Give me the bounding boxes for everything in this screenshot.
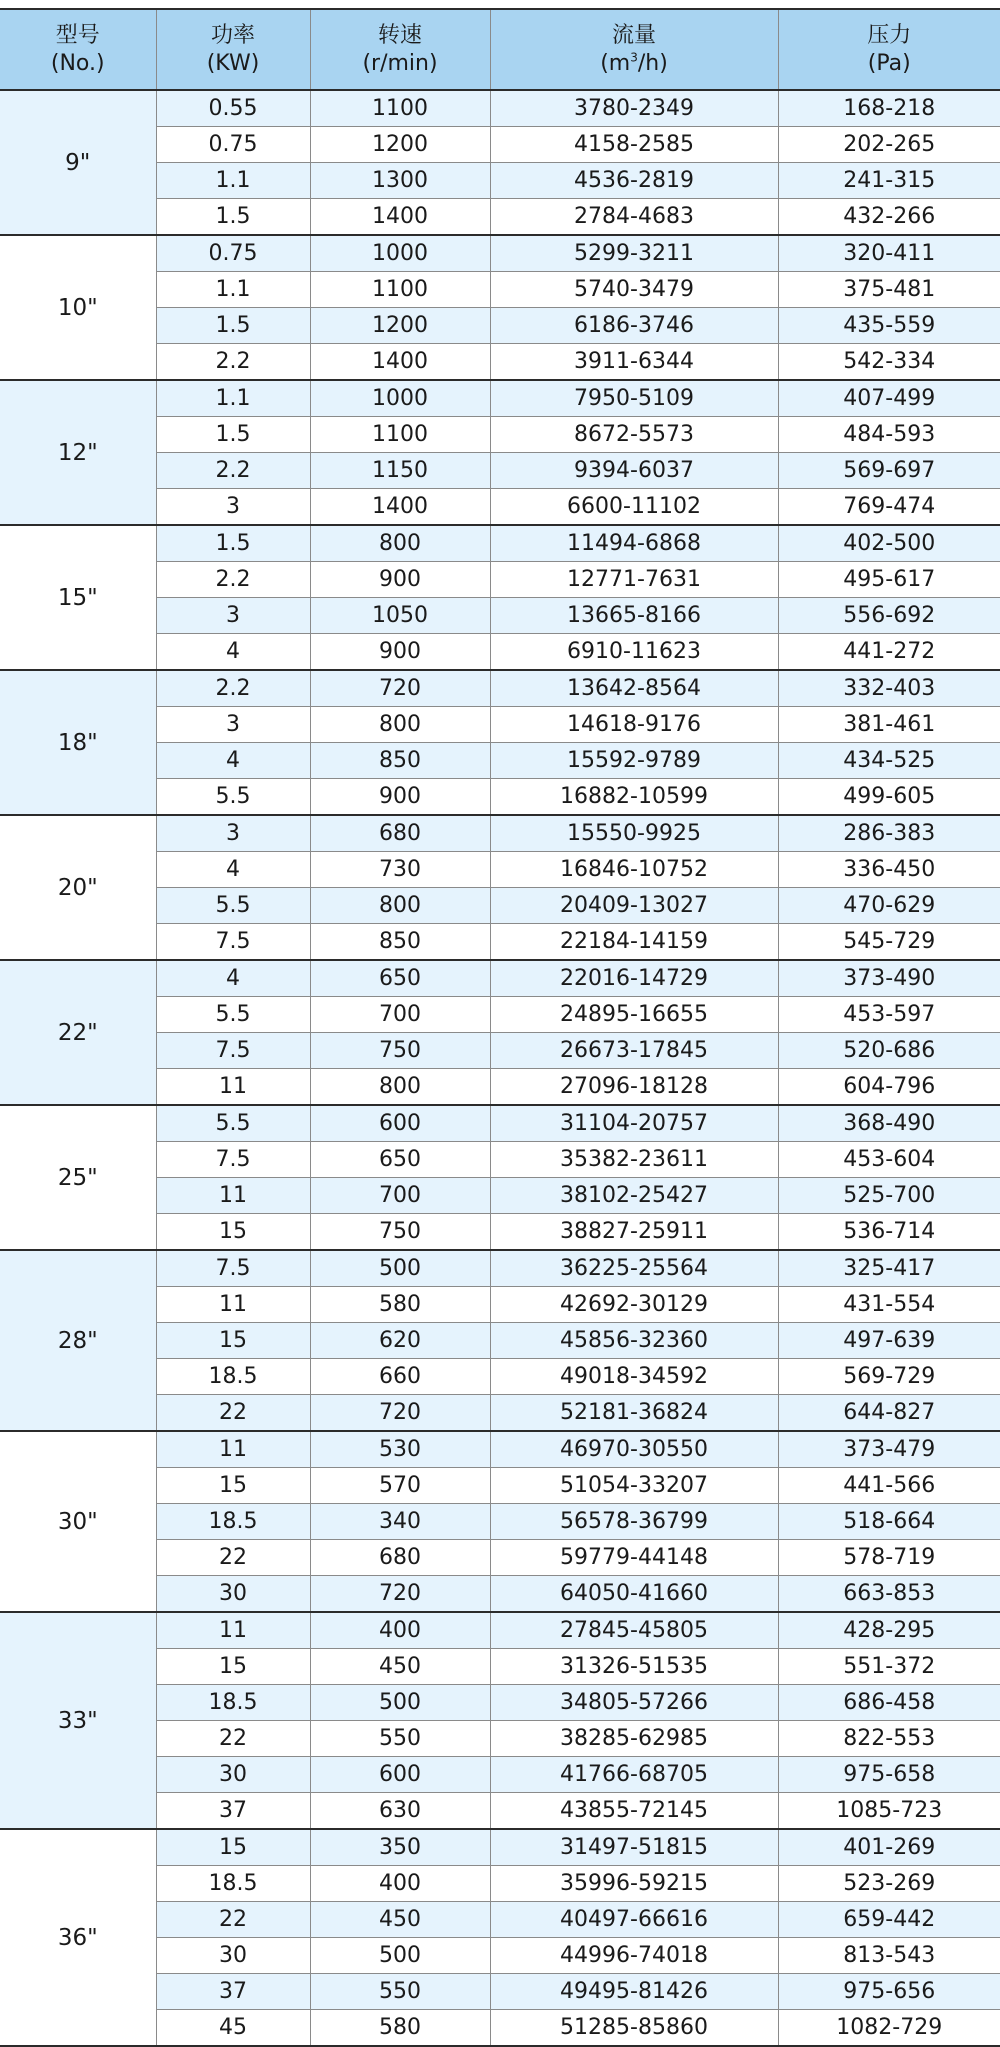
model-cell: 36" <box>0 1829 156 2046</box>
header-model-en: (No.) <box>0 50 156 78</box>
power-cell: 4 <box>156 852 310 888</box>
pressure-cell: 663-853 <box>778 1576 1000 1613</box>
table-row <box>0 1250 1000 1287</box>
flow-cell: 31326-51535 <box>490 1649 778 1685</box>
pressure-cell: 525-700 <box>778 1178 1000 1214</box>
speed-cell: 720 <box>310 1576 490 1613</box>
power-cell: 1.1 <box>156 380 310 417</box>
flow-cell: 49495-81426 <box>490 1974 778 2010</box>
pressure-cell: 368-490 <box>778 1105 1000 1142</box>
pressure-cell: 644-827 <box>778 1395 1000 1432</box>
model-cell: 9" <box>0 90 156 235</box>
pressure-cell: 569-729 <box>778 1359 1000 1395</box>
pressure-cell: 434-525 <box>778 743 1000 779</box>
speed-cell: 450 <box>310 1902 490 1938</box>
flow-cell: 46970-30550 <box>490 1431 778 1468</box>
power-cell: 11 <box>156 1612 310 1649</box>
model-group <box>0 960 1000 1105</box>
pressure-cell: 1085-723 <box>778 1793 1000 1830</box>
header-power-en: (KW) <box>157 50 310 78</box>
pressure-cell: 375-481 <box>778 272 1000 308</box>
flow-cell: 6910-11623 <box>490 634 778 671</box>
power-cell: 30 <box>156 1576 310 1613</box>
speed-cell: 1000 <box>310 235 490 272</box>
power-cell: 5.5 <box>156 779 310 816</box>
speed-cell: 680 <box>310 1540 490 1576</box>
power-cell: 0.75 <box>156 127 310 163</box>
pressure-cell: 407-499 <box>778 380 1000 417</box>
header-speed-en: (r/min) <box>311 50 490 78</box>
flow-cell: 42692-30129 <box>490 1287 778 1323</box>
pressure-cell: 551-372 <box>778 1649 1000 1685</box>
power-cell: 30 <box>156 1757 310 1793</box>
model-group <box>0 1105 1000 1250</box>
flow-cell: 9394-6037 <box>490 453 778 489</box>
model-group <box>0 1250 1000 1431</box>
flow-cell: 51054-33207 <box>490 1468 778 1504</box>
power-cell: 7.5 <box>156 924 310 961</box>
flow-cell: 38285-62985 <box>490 1721 778 1757</box>
flow-cell: 64050-41660 <box>490 1576 778 1613</box>
pressure-cell: 373-479 <box>778 1431 1000 1468</box>
power-cell: 4 <box>156 634 310 671</box>
model-group <box>0 380 1000 525</box>
pressure-cell: 332-403 <box>778 670 1000 707</box>
pressure-cell: 520-686 <box>778 1033 1000 1069</box>
pressure-cell: 320-411 <box>778 235 1000 272</box>
speed-cell: 550 <box>310 1721 490 1757</box>
speed-cell: 800 <box>310 888 490 924</box>
header-power <box>156 9 310 90</box>
power-cell: 11 <box>156 1431 310 1468</box>
power-cell: 18.5 <box>156 1504 310 1540</box>
table-row <box>0 670 1000 707</box>
flow-cell: 24895-16655 <box>490 997 778 1033</box>
pressure-cell: 495-617 <box>778 562 1000 598</box>
speed-cell: 630 <box>310 1793 490 1830</box>
header-speed <box>310 9 490 90</box>
model-group <box>0 815 1000 960</box>
pressure-cell: 686-458 <box>778 1685 1000 1721</box>
power-cell: 1.5 <box>156 308 310 344</box>
flow-cell: 36225-25564 <box>490 1250 778 1287</box>
power-cell: 3 <box>156 598 310 634</box>
flow-cell: 34805-57266 <box>490 1685 778 1721</box>
power-cell: 7.5 <box>156 1250 310 1287</box>
flow-cell: 4536-2819 <box>490 163 778 199</box>
power-cell: 18.5 <box>156 1866 310 1902</box>
flow-cell: 4158-2585 <box>490 127 778 163</box>
pressure-cell: 336-450 <box>778 852 1000 888</box>
pressure-cell: 435-559 <box>778 308 1000 344</box>
header-flow-en-pre: (m <box>600 51 630 76</box>
pressure-cell: 975-658 <box>778 1757 1000 1793</box>
model-cell: 30" <box>0 1431 156 1612</box>
flow-cell: 22016-14729 <box>490 960 778 997</box>
power-cell: 3 <box>156 489 310 526</box>
flow-cell: 45856-32360 <box>490 1323 778 1359</box>
power-cell: 15 <box>156 1468 310 1504</box>
speed-cell: 1050 <box>310 598 490 634</box>
model-group <box>0 670 1000 815</box>
power-cell: 1.1 <box>156 163 310 199</box>
power-cell: 2.2 <box>156 562 310 598</box>
speed-cell: 800 <box>310 525 490 562</box>
pressure-cell: 441-272 <box>778 634 1000 671</box>
model-group <box>0 235 1000 380</box>
flow-cell: 16882-10599 <box>490 779 778 816</box>
flow-cell: 56578-36799 <box>490 1504 778 1540</box>
power-cell: 0.55 <box>156 90 310 127</box>
table-row <box>0 1612 1000 1649</box>
pressure-cell: 325-417 <box>778 1250 1000 1287</box>
power-cell: 15 <box>156 1214 310 1251</box>
header-flow-en-post: /h) <box>638 51 668 76</box>
header-model-cn: 型号 <box>0 22 156 50</box>
pressure-cell: 453-597 <box>778 997 1000 1033</box>
flow-cell: 26673-17845 <box>490 1033 778 1069</box>
speed-cell: 680 <box>310 815 490 852</box>
flow-cell: 40497-66616 <box>490 1902 778 1938</box>
flow-cell: 3780-2349 <box>490 90 778 127</box>
pressure-cell: 1082-729 <box>778 2010 1000 2047</box>
power-cell: 11 <box>156 1287 310 1323</box>
pressure-cell: 556-692 <box>778 598 1000 634</box>
power-cell: 11 <box>156 1069 310 1106</box>
flow-cell: 38827-25911 <box>490 1214 778 1251</box>
flow-cell: 12771-7631 <box>490 562 778 598</box>
flow-cell: 14618-9176 <box>490 707 778 743</box>
header-speed-cn: 转速 <box>311 22 490 50</box>
header-flow <box>490 9 778 90</box>
speed-cell: 450 <box>310 1649 490 1685</box>
model-cell: 25" <box>0 1105 156 1250</box>
table-row <box>0 380 1000 417</box>
header-pressure-en: (Pa) <box>779 50 1000 78</box>
flow-cell: 20409-13027 <box>490 888 778 924</box>
speed-cell: 660 <box>310 1359 490 1395</box>
speed-cell: 1100 <box>310 272 490 308</box>
flow-cell: 16846-10752 <box>490 852 778 888</box>
speed-cell: 1200 <box>310 308 490 344</box>
pressure-cell: 822-553 <box>778 1721 1000 1757</box>
speed-cell: 620 <box>310 1323 490 1359</box>
speed-cell: 1300 <box>310 163 490 199</box>
power-cell: 2.2 <box>156 344 310 381</box>
pressure-cell: 432-266 <box>778 199 1000 236</box>
model-cell: 15" <box>0 525 156 670</box>
header-power-cn: 功率 <box>157 22 310 50</box>
speed-cell: 800 <box>310 1069 490 1106</box>
flow-cell: 51285-85860 <box>490 2010 778 2047</box>
flow-cell: 38102-25427 <box>490 1178 778 1214</box>
pressure-cell: 202-265 <box>778 127 1000 163</box>
speed-cell: 1200 <box>310 127 490 163</box>
power-cell: 22 <box>156 1902 310 1938</box>
pressure-cell: 453-604 <box>778 1142 1000 1178</box>
power-cell: 45 <box>156 2010 310 2047</box>
speed-cell: 400 <box>310 1866 490 1902</box>
table-header <box>0 9 1000 90</box>
model-group <box>0 1612 1000 1829</box>
pressure-cell: 542-334 <box>778 344 1000 381</box>
power-cell: 2.2 <box>156 453 310 489</box>
flow-cell: 5740-3479 <box>490 272 778 308</box>
table-row <box>0 1105 1000 1142</box>
pressure-cell: 499-605 <box>778 779 1000 816</box>
flow-cell: 49018-34592 <box>490 1359 778 1395</box>
speed-cell: 340 <box>310 1504 490 1540</box>
model-group <box>0 525 1000 670</box>
table-row <box>0 1829 1000 1866</box>
flow-cell: 59779-44148 <box>490 1540 778 1576</box>
speed-cell: 1100 <box>310 417 490 453</box>
table-row <box>0 815 1000 852</box>
speed-cell: 700 <box>310 997 490 1033</box>
power-cell: 4 <box>156 960 310 997</box>
fan-spec-table <box>0 8 1000 2047</box>
header-flow-en-sup: 3 <box>630 50 638 64</box>
speed-cell: 730 <box>310 852 490 888</box>
speed-cell: 900 <box>310 562 490 598</box>
model-cell: 20" <box>0 815 156 960</box>
power-cell: 1.5 <box>156 199 310 236</box>
speed-cell: 850 <box>310 743 490 779</box>
speed-cell: 1100 <box>310 90 490 127</box>
power-cell: 5.5 <box>156 888 310 924</box>
speed-cell: 500 <box>310 1250 490 1287</box>
flow-cell: 31104-20757 <box>490 1105 778 1142</box>
header-flow-cn: 流量 <box>491 22 778 50</box>
flow-cell: 41766-68705 <box>490 1757 778 1793</box>
pressure-cell: 373-490 <box>778 960 1000 997</box>
speed-cell: 900 <box>310 634 490 671</box>
flow-cell: 13642-8564 <box>490 670 778 707</box>
flow-cell: 43855-72145 <box>490 1793 778 1830</box>
speed-cell: 350 <box>310 1829 490 1866</box>
power-cell: 1.1 <box>156 272 310 308</box>
pressure-cell: 441-566 <box>778 1468 1000 1504</box>
power-cell: 15 <box>156 1829 310 1866</box>
pressure-cell: 431-554 <box>778 1287 1000 1323</box>
pressure-cell: 428-295 <box>778 1612 1000 1649</box>
flow-cell: 5299-3211 <box>490 235 778 272</box>
speed-cell: 800 <box>310 707 490 743</box>
pressure-cell: 168-218 <box>778 90 1000 127</box>
table-row <box>0 1431 1000 1468</box>
flow-cell: 8672-5573 <box>490 417 778 453</box>
flow-cell: 15550-9925 <box>490 815 778 852</box>
table-row <box>0 525 1000 562</box>
speed-cell: 580 <box>310 2010 490 2047</box>
pressure-cell: 286-383 <box>778 815 1000 852</box>
flow-cell: 13665-8166 <box>490 598 778 634</box>
pressure-cell: 569-697 <box>778 453 1000 489</box>
speed-cell: 500 <box>310 1938 490 1974</box>
model-cell: 18" <box>0 670 156 815</box>
speed-cell: 750 <box>310 1214 490 1251</box>
speed-cell: 700 <box>310 1178 490 1214</box>
power-cell: 18.5 <box>156 1359 310 1395</box>
pressure-cell: 401-269 <box>778 1829 1000 1866</box>
model-cell: 28" <box>0 1250 156 1431</box>
flow-cell: 15592-9789 <box>490 743 778 779</box>
power-cell: 18.5 <box>156 1685 310 1721</box>
power-cell: 1.5 <box>156 525 310 562</box>
speed-cell: 400 <box>310 1612 490 1649</box>
pressure-cell: 545-729 <box>778 924 1000 961</box>
pressure-cell: 813-543 <box>778 1938 1000 1974</box>
power-cell: 5.5 <box>156 997 310 1033</box>
model-cell: 22" <box>0 960 156 1105</box>
power-cell: 30 <box>156 1938 310 1974</box>
pressure-cell: 659-442 <box>778 1902 1000 1938</box>
flow-cell: 27096-18128 <box>490 1069 778 1106</box>
power-cell: 1.5 <box>156 417 310 453</box>
flow-cell: 3911-6344 <box>490 344 778 381</box>
table-row <box>0 90 1000 127</box>
header-pressure-cn: 压力 <box>779 22 1000 50</box>
speed-cell: 720 <box>310 670 490 707</box>
pressure-cell: 381-461 <box>778 707 1000 743</box>
speed-cell: 900 <box>310 779 490 816</box>
speed-cell: 1400 <box>310 489 490 526</box>
speed-cell: 750 <box>310 1033 490 1069</box>
pressure-cell: 536-714 <box>778 1214 1000 1251</box>
pressure-cell: 769-474 <box>778 489 1000 526</box>
power-cell: 37 <box>156 1793 310 1830</box>
header-flow-en <box>491 50 778 78</box>
power-cell: 3 <box>156 707 310 743</box>
power-cell: 15 <box>156 1649 310 1685</box>
header-row <box>0 9 1000 90</box>
model-group <box>0 1829 1000 2046</box>
speed-cell: 1150 <box>310 453 490 489</box>
power-cell: 15 <box>156 1323 310 1359</box>
pressure-cell: 604-796 <box>778 1069 1000 1106</box>
flow-cell: 35996-59215 <box>490 1866 778 1902</box>
header-pressure <box>778 9 1000 90</box>
speed-cell: 600 <box>310 1105 490 1142</box>
pressure-cell: 497-639 <box>778 1323 1000 1359</box>
power-cell: 2.2 <box>156 670 310 707</box>
flow-cell: 27845-45805 <box>490 1612 778 1649</box>
speed-cell: 1400 <box>310 199 490 236</box>
speed-cell: 580 <box>310 1287 490 1323</box>
pressure-cell: 975-656 <box>778 1974 1000 2010</box>
model-cell: 10" <box>0 235 156 380</box>
flow-cell: 6186-3746 <box>490 308 778 344</box>
speed-cell: 600 <box>310 1757 490 1793</box>
speed-cell: 650 <box>310 1142 490 1178</box>
flow-cell: 52181-36824 <box>490 1395 778 1432</box>
speed-cell: 570 <box>310 1468 490 1504</box>
power-cell: 7.5 <box>156 1142 310 1178</box>
speed-cell: 1400 <box>310 344 490 381</box>
flow-cell: 6600-11102 <box>490 489 778 526</box>
pressure-cell: 470-629 <box>778 888 1000 924</box>
power-cell: 22 <box>156 1721 310 1757</box>
flow-cell: 11494-6868 <box>490 525 778 562</box>
speed-cell: 550 <box>310 1974 490 2010</box>
power-cell: 11 <box>156 1178 310 1214</box>
flow-cell: 22184-14159 <box>490 924 778 961</box>
power-cell: 7.5 <box>156 1033 310 1069</box>
model-cell: 33" <box>0 1612 156 1829</box>
speed-cell: 530 <box>310 1431 490 1468</box>
flow-cell: 31497-51815 <box>490 1829 778 1866</box>
power-cell: 4 <box>156 743 310 779</box>
flow-cell: 2784-4683 <box>490 199 778 236</box>
pressure-cell: 402-500 <box>778 525 1000 562</box>
pressure-cell: 484-593 <box>778 417 1000 453</box>
power-cell: 0.75 <box>156 235 310 272</box>
header-model <box>0 9 156 90</box>
pressure-cell: 523-269 <box>778 1866 1000 1902</box>
flow-cell: 35382-23611 <box>490 1142 778 1178</box>
power-cell: 37 <box>156 1974 310 2010</box>
speed-cell: 1000 <box>310 380 490 417</box>
flow-cell: 44996-74018 <box>490 1938 778 1974</box>
pressure-cell: 241-315 <box>778 163 1000 199</box>
speed-cell: 720 <box>310 1395 490 1432</box>
power-cell: 5.5 <box>156 1105 310 1142</box>
table-row <box>0 960 1000 997</box>
model-cell: 12" <box>0 380 156 525</box>
power-cell: 22 <box>156 1540 310 1576</box>
pressure-cell: 518-664 <box>778 1504 1000 1540</box>
pressure-cell: 578-719 <box>778 1540 1000 1576</box>
speed-cell: 650 <box>310 960 490 997</box>
power-cell: 22 <box>156 1395 310 1432</box>
flow-cell: 7950-5109 <box>490 380 778 417</box>
speed-cell: 500 <box>310 1685 490 1721</box>
table-row <box>0 235 1000 272</box>
model-group <box>0 90 1000 235</box>
speed-cell: 850 <box>310 924 490 961</box>
power-cell: 3 <box>156 815 310 852</box>
model-group <box>0 1431 1000 1612</box>
